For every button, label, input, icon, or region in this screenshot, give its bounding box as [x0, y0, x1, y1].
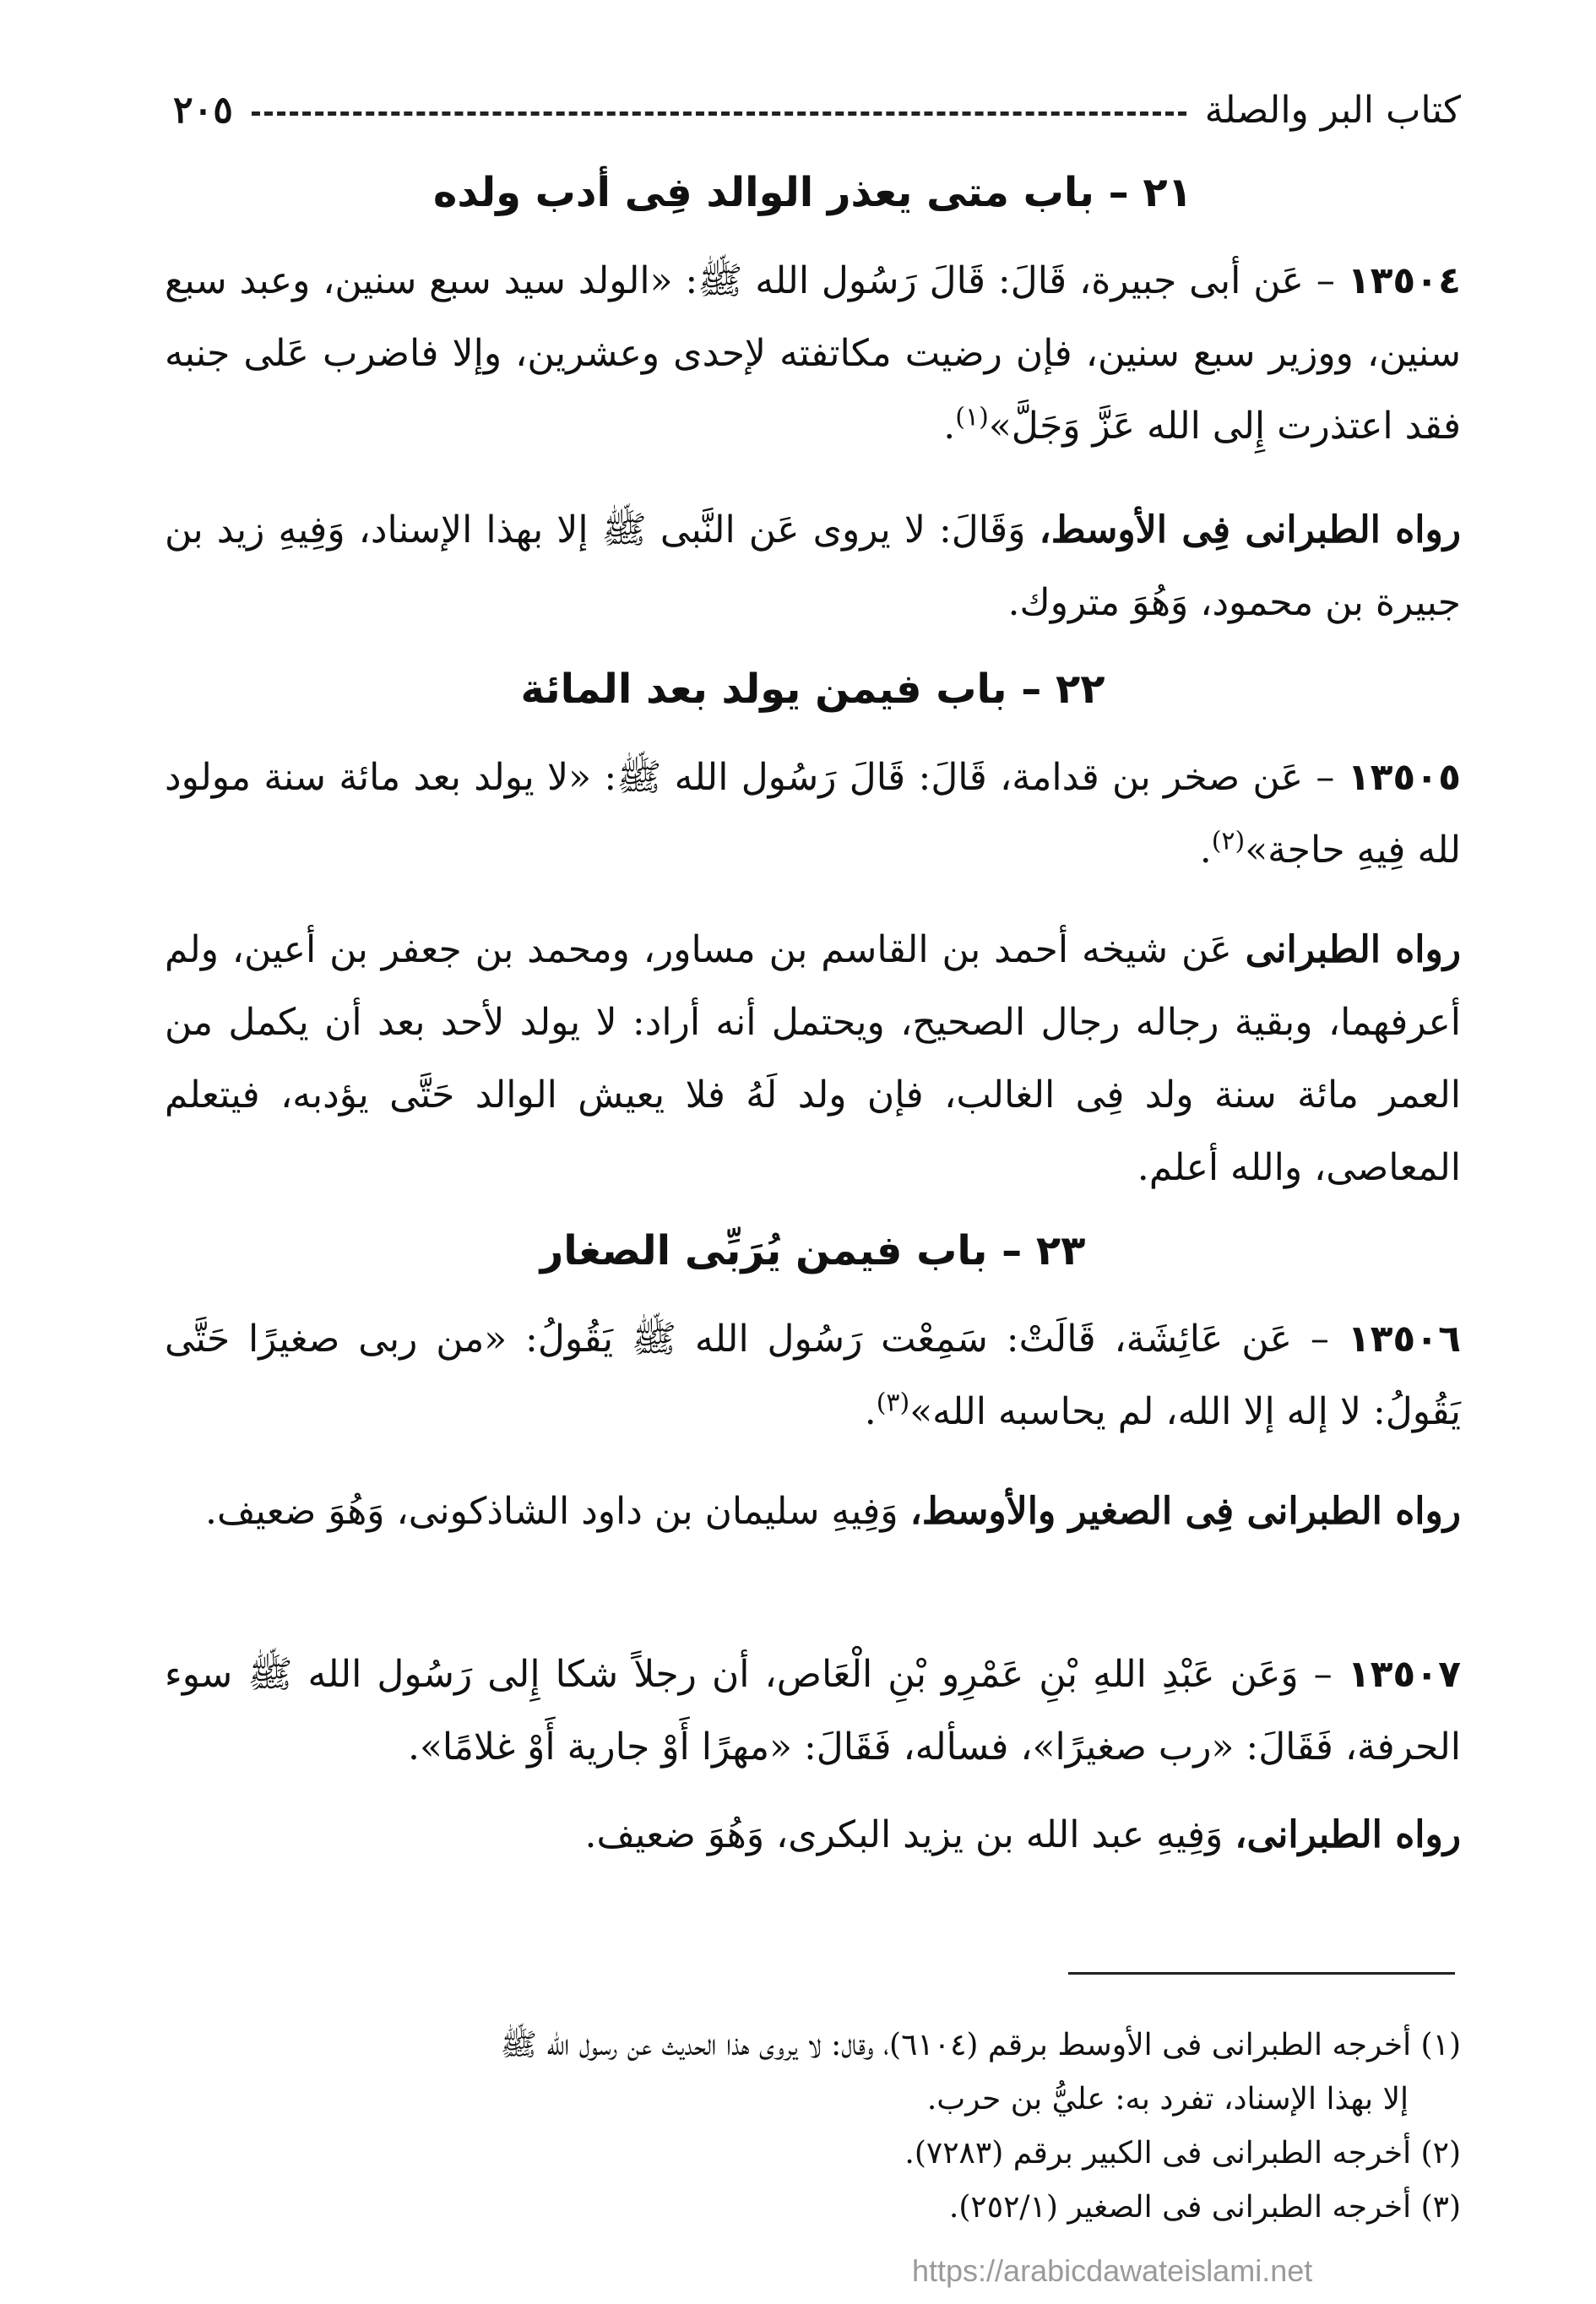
chapter-heading-21: ٢١ – باب متى يعذر الوالد فِى أدب ولده [433, 169, 1192, 216]
hadith-13507 [165, 1638, 1461, 1784]
hadith-end: . [1199, 829, 1212, 872]
hadith-number: ١٣٥٠٦ [1347, 1318, 1461, 1361]
header-dashed-rule [252, 111, 1186, 116]
hadith-13507-source [165, 1799, 1461, 1872]
footnote-2: (٢) أخرجه الطبرانى فى الكبير برقم (٧٢٨٣). [904, 2136, 1461, 2171]
footnote-separator [1068, 1972, 1455, 1975]
hadith-13504-source [165, 494, 1461, 639]
footnote-ref: (١) [955, 402, 989, 432]
hadith-end: . [864, 1390, 877, 1433]
footnote-ref: (٢) [1211, 826, 1246, 856]
footnote-ref: (٣) [876, 1388, 910, 1418]
source-text: وَفِيهِ سليمان بن داود الشاذكونى، وَهُوَ ضعيف. [204, 1490, 898, 1533]
hadith-number: ١٣٥٠٤ [1347, 259, 1461, 302]
hadith-13504 [165, 245, 1461, 463]
chapter-heading-22: ٢٢ – باب فيمن يولد بعد المائة [520, 666, 1105, 713]
source-text: عَن شيخه أحمد بن القاسم بن مساور، ومحمد بن جعفر بن أعين، ولم أعرفهما، وبقية رجاله رجال الصحيح، ويحتمل أنه أراد: لا يولد لأحد بعد أن يكمل من العمر مائة سنة ولد فِى الغالب، فإن ولد لَهُ فلا يعيش الوالد حَتَّى يؤدبه، فيتعلم المعاصى، والله أعلم. [165, 928, 1461, 1189]
footnote-1-continuation: إلا بهذا الإسناد، تفرد به: عليُّ بن حرب. [926, 2082, 1409, 2117]
hadith-13505 [165, 742, 1461, 887]
footnote-1: (١) أخرجه الطبرانى فى الأوسط برقم (٦١٠٤)، وقال: لا يروى هذا الحديث عن رسول الله ﷺ [500, 2028, 1461, 2062]
hadith-13505-source [165, 914, 1461, 1204]
hadith-text: – عَن عَائِشَة، قَالَتْ: سَمِعْت رَسُول الله ﷺ يَقُولُ: «من ربى صغيرًا حَتَّى يَقُولُ: لا إله إلا الله، لم يحاسبه الله» [165, 1318, 1461, 1433]
footnotes [165, 2019, 1461, 2235]
hadith-number: ١٣٥٠٧ [1347, 1653, 1461, 1696]
source-text: وَفِيهِ عبد الله بن يزيد البكرى، وَهُوَ ضعيف. [584, 1813, 1224, 1856]
hadith-13506-source [165, 1475, 1461, 1548]
hadith-text: – عَن صخر بن قدامة، قَالَ: قَالَ رَسُول الله ﷺ: «لا يولد بعد مائة سنة مولود لله فِيهِ حاجة» [165, 756, 1461, 872]
hadith-text: – وَعَن عَبْدِ اللهِ بْنِ عَمْرِو بْنِ الْعَاص، أن رجلاً شكا إِلى رَسُول الله ﷺ سوء الحرفة، فَقَالَ: «رب صغيرًا»، فسأله، فَقَالَ: «مهرًا أَوْ جارية أَوْ غلامًا». [165, 1653, 1461, 1769]
source-lead: رواه الطبرانى فِى الأوسط، [1039, 508, 1461, 552]
hadith-number: ١٣٥٠٥ [1347, 756, 1461, 799]
chapter-heading-23: ٢٣ – باب فيمن يُرَبِّى الصغار [540, 1227, 1086, 1274]
book-title: كتاب البر والصلة [1204, 88, 1461, 132]
running-header [173, 83, 1461, 137]
hadith-end: . [943, 405, 956, 448]
hadith-13506 [165, 1303, 1461, 1448]
source-lead: رواه الطبرانى فِى الصغير والأوسط، [909, 1490, 1461, 1533]
footnote-3: (٣) أخرجه الطبرانى فى الصغير (٢٥٢/١). [948, 2190, 1461, 2225]
source-watermark: https://arabicdawateislami.net [912, 2253, 1313, 2288]
source-lead: رواه الطبرانى [1245, 928, 1461, 971]
hadith-text: – عَن أبى جبيرة، قَالَ: قَالَ رَسُول الله ﷺ: «الولد سيد سبع سنين، وعبد سبع سنين، ووزير سبع سنين، فإن رضيت مكاتفته لإحدى وعشرين، وإلا فاضرب عَلى جنبه فقد اعتذرت إِلى الله عَزَّ وَجَلَّ» [165, 259, 1461, 448]
source-lead: رواه الطبرانى، [1235, 1813, 1461, 1856]
page-number: ٢٠٥ [173, 88, 233, 132]
source-text: وَقَالَ: لا يروى عَن النَّبى ﷺ إلا بهذا الإسناد، وَفِيهِ زيد بن جبيرة بن محمود، وَهُوَ متروك. [165, 508, 1461, 624]
